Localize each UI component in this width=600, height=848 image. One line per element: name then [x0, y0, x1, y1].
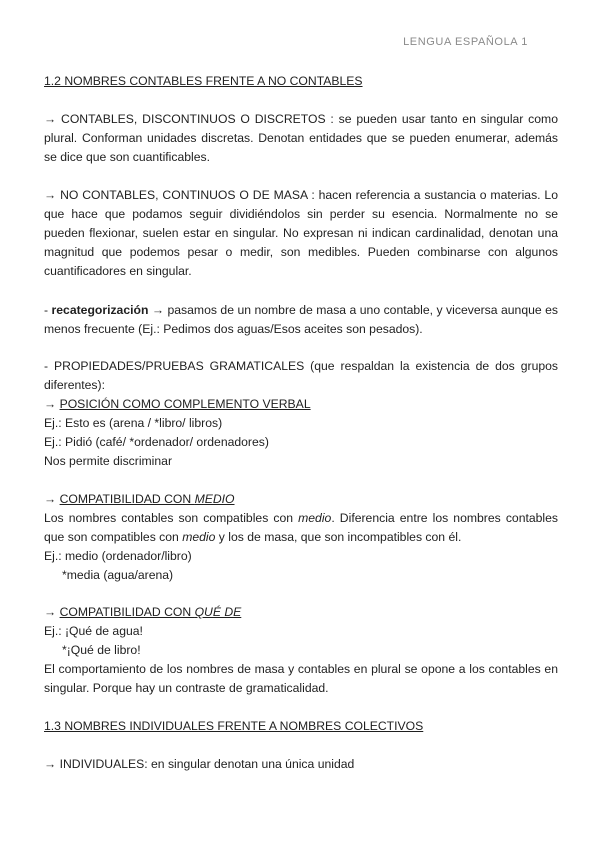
- example-line: Ej.: ¡Qué de agua!: [44, 624, 143, 638]
- example-line: *¡Qué de libro!: [62, 643, 141, 657]
- paragraph-propiedades: - PROPIEDADES/PRUEBAS GRAMATICALES (que respaldan la existencia de dos grupos diferentes):: [44, 359, 558, 392]
- paragraph-que-de: El comportamiento de los nombres de masa y contables en plural se opone a los contables en singular. Porque hay un contraste de gramaticalidad.: [44, 662, 558, 695]
- paragraph-medio: Los nombres contables son compatibles con medio. Diferencia entre los nombres contables que son compatibles con medio y los de masa, que son incompatibles con él.: [44, 511, 558, 544]
- section-title-1-2: 1.2 NOMBRES CONTABLES FRENTE A NO CONTABLES: [44, 74, 363, 88]
- block-que-de: [44, 603, 558, 698]
- paragraph-no-contables: → NO CONTABLES, CONTINUOS O DE MASA : hacen referencia a sustancia o materias. Lo que hace que podamos seguir dividiéndolos sin perder su esencia. Normalmente no se pueden flexionar, suelen estar en singular. No expresan ni indican cardinalidad, denotan una magnitud que podemos pesar o medir, son medibles. Pueden combinarse con algunos cuantificadores en singular.: [44, 188, 558, 278]
- example-line: *media (agua/arena): [62, 568, 174, 582]
- term-recategorizacion: recategorización: [51, 303, 149, 317]
- paragraph-recategorizacion: - recategorización → pasamos de un nombre de masa a uno contable, y viceversa aunque es menos frecuente (Ej.: Pedimos dos aguas/Esos aceites son pesados).: [44, 303, 558, 336]
- block-posicion: [44, 395, 558, 471]
- heading-medio: → COMPATIBILIDAD CON MEDIO: [44, 492, 235, 506]
- paragraph-individuales: → INDIVIDUALES: en singular denotan una única unidad: [44, 757, 355, 771]
- heading-posicion: → POSICIÓN COMO COMPLEMENTO VERBAL: [44, 397, 311, 411]
- example-line: Ej.: Pidió (café/ *ordenador/ ordenadores): [44, 435, 269, 449]
- note-line: Nos permite discriminar: [44, 454, 172, 468]
- section-title-1-3: 1.3 NOMBRES INDIVIDUALES FRENTE A NOMBRES COLECTIVOS: [44, 719, 424, 733]
- example-line: Ej.: medio (ordenador/libro): [44, 549, 192, 563]
- paragraph-contables: → CONTABLES, DISCONTINUOS O DISCRETOS : se pueden usar tanto en singular como plural. Conforman unidades discretas. Denotan entidades que se pueden enumerar, además se dice que son cuantificables.: [44, 112, 558, 164]
- example-line: Ej.: Esto es (arena / *libro/ libros): [44, 416, 223, 430]
- page-header: LENGUA ESPAÑOLA 1: [403, 36, 528, 48]
- heading-que-de: → COMPATIBILIDAD CON QUÉ DE: [44, 605, 242, 619]
- block-medio: [44, 490, 558, 585]
